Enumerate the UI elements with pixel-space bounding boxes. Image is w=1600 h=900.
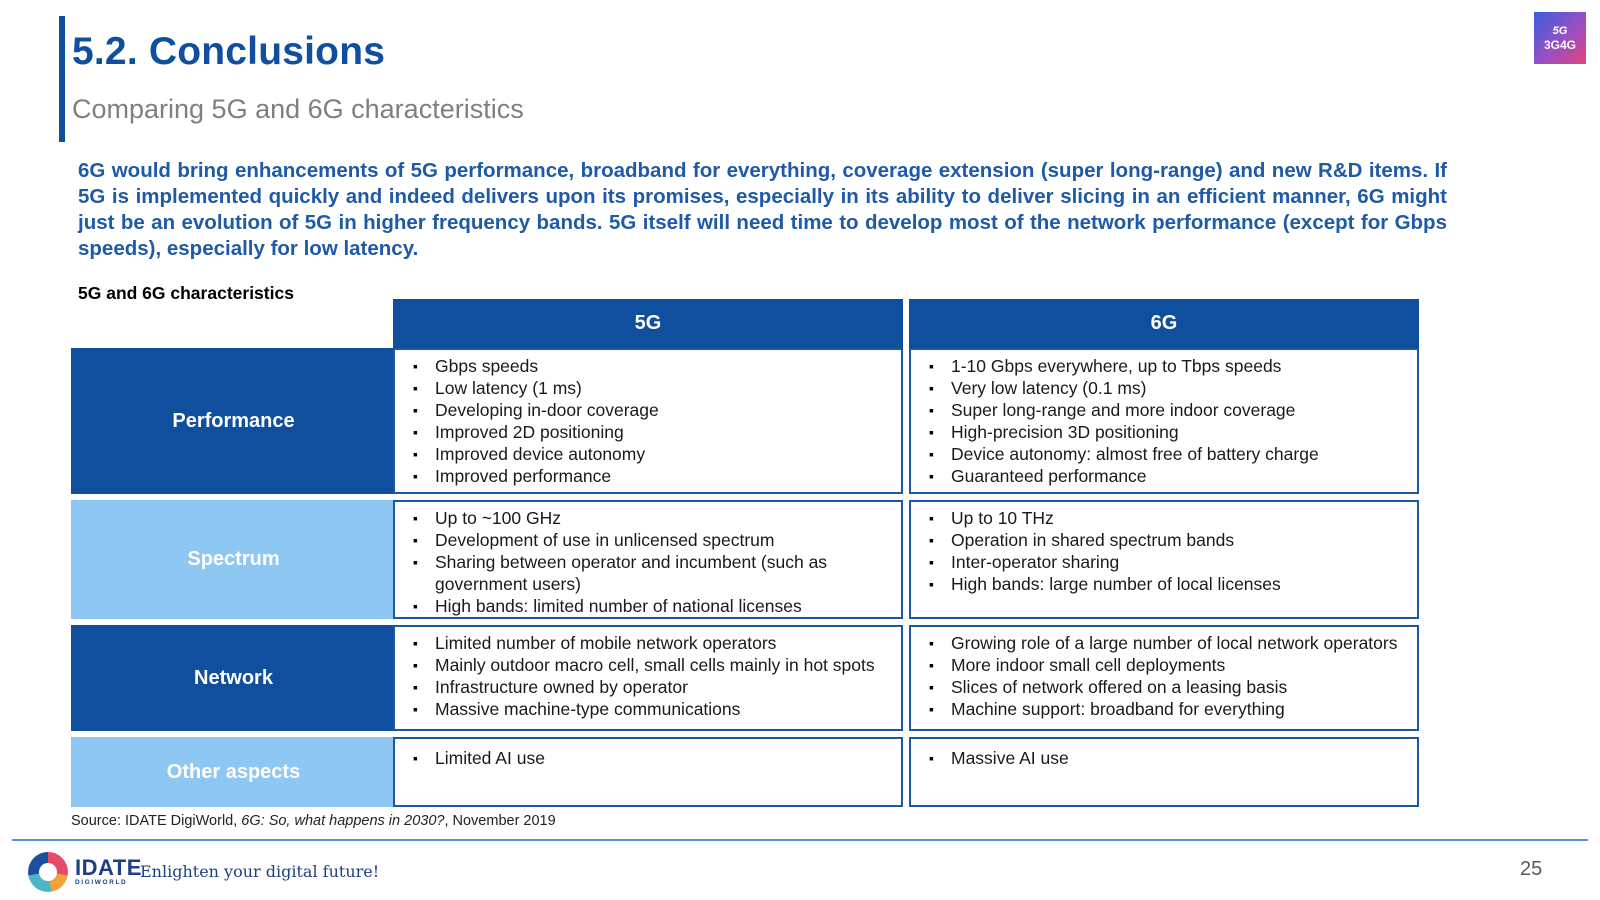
brand-tagline: Enlighten your digital future! bbox=[140, 862, 380, 881]
list-item: ▪ Inter-operator sharing bbox=[925, 551, 1409, 573]
3g4g-logo bbox=[1534, 12, 1586, 64]
list-item: ▪ Development of use in unlicensed spectrum bbox=[409, 529, 893, 551]
column-header-6g: 6G bbox=[909, 299, 1419, 348]
row-header-spectrum: Spectrum bbox=[71, 500, 396, 619]
list-item: ▪ Very low latency (0.1 ms) bbox=[925, 377, 1409, 399]
bullet-list bbox=[409, 747, 893, 769]
list-item: ▪ Device autonomy: almost free of battery charge bbox=[925, 443, 1409, 465]
footer-divider bbox=[12, 839, 1588, 841]
list-item: ▪ Limited number of mobile network operators bbox=[409, 632, 893, 654]
page-number: 25 bbox=[1520, 858, 1543, 880]
cell-5g-performance bbox=[393, 348, 903, 494]
row-header-network: Network bbox=[71, 625, 396, 731]
list-item: ▪ High bands: limited number of national licenses bbox=[409, 595, 893, 617]
cell-6g-other-aspects bbox=[909, 737, 1419, 807]
brand-name: IDATE bbox=[75, 855, 142, 880]
list-item: ▪ Improved performance bbox=[409, 465, 893, 487]
list-item: ▪ Low latency (1 ms) bbox=[409, 377, 893, 399]
title-accent-bar bbox=[59, 16, 65, 142]
list-item: ▪ Up to 10 THz bbox=[925, 507, 1409, 529]
list-item: ▪ Limited AI use bbox=[409, 747, 893, 769]
bullet-list bbox=[925, 355, 1409, 487]
list-item: ▪ Super long-range and more indoor coverage bbox=[925, 399, 1409, 421]
badge-line2: 3G4G bbox=[1543, 37, 1576, 52]
list-item: ▪ Up to ~100 GHz bbox=[409, 507, 893, 529]
cell-6g-performance bbox=[909, 348, 1419, 494]
cell-5g-network bbox=[393, 625, 903, 731]
list-item: ▪ Growing role of a large number of local network operators bbox=[925, 632, 1409, 654]
list-item: ▪ Developing in-door coverage bbox=[409, 399, 893, 421]
list-item: ▪ 1-10 Gbps everywhere, up to Tbps speeds bbox=[925, 355, 1409, 377]
row-header-other-aspects: Other aspects bbox=[71, 737, 396, 807]
bullet-list bbox=[409, 632, 893, 720]
intro-paragraph: 6G would bring enhancements of 5G performance, broadband for everything, coverage extension (super long-range) and new R&D items. If 5G is implemented quickly and indeed delivers upon its promises, especially in its ability to deliver slicing in an efficient manner, 6G might just be an evolution of 5G in higher frequency bands. 5G itself will need time to develop most of the network performance (except for Gbps speeds), especially for low latency. bbox=[78, 159, 1447, 260]
bullet-list bbox=[409, 507, 893, 617]
idate-logo-icon bbox=[28, 852, 68, 892]
column-header-5g: 5G bbox=[393, 299, 903, 348]
list-item: ▪ Massive AI use bbox=[925, 747, 1409, 769]
list-item: ▪ Mainly outdoor macro cell, small cells mainly in hot spots bbox=[409, 654, 893, 676]
list-item: ▪ Infrastructure owned by operator bbox=[409, 676, 893, 698]
list-item: ▪ High bands: large number of local licenses bbox=[925, 573, 1409, 595]
bullet-list bbox=[409, 355, 893, 487]
source-suffix: , November 2019 bbox=[444, 813, 556, 829]
table-caption: 5G and 6G characteristics bbox=[78, 283, 294, 303]
bullet-list bbox=[925, 747, 1409, 769]
list-item: ▪ Gbps speeds bbox=[409, 355, 893, 377]
list-item: ▪ High-precision 3D positioning bbox=[925, 421, 1409, 443]
cell-6g-network bbox=[909, 625, 1419, 731]
cell-5g-spectrum bbox=[393, 500, 903, 619]
list-item: ▪ Improved 2D positioning bbox=[409, 421, 893, 443]
list-item: ▪ Improved device autonomy bbox=[409, 443, 893, 465]
cell-6g-spectrum bbox=[909, 500, 1419, 619]
comparison-table bbox=[71, 299, 1457, 811]
badge-line1: 5G bbox=[1552, 24, 1568, 37]
slide-subtitle: Comparing 5G and 6G characteristics bbox=[72, 94, 524, 124]
source-title: 6G: So, what happens in 2030? bbox=[241, 813, 445, 829]
bullet-list bbox=[925, 507, 1409, 595]
list-item: ▪ Machine support: broadband for everything bbox=[925, 698, 1409, 720]
slide-title: 5.2. Conclusions bbox=[72, 30, 386, 73]
list-item: ▪ Sharing between operator and incumbent (such as government users) bbox=[409, 551, 893, 595]
list-item: ▪ Guaranteed performance bbox=[925, 465, 1409, 487]
list-item: ▪ Slices of network offered on a leasing basis bbox=[925, 676, 1409, 698]
list-item: ▪ More indoor small cell deployments bbox=[925, 654, 1409, 676]
source-prefix: Source: IDATE DigiWorld, bbox=[71, 813, 242, 829]
bullet-list bbox=[925, 632, 1409, 720]
list-item: ▪ Operation in shared spectrum bands bbox=[925, 529, 1409, 551]
brand-subtitle: DIGIWORLD bbox=[75, 879, 128, 886]
row-header-performance: Performance bbox=[71, 348, 396, 494]
cell-5g-other-aspects bbox=[393, 737, 903, 807]
source-citation bbox=[71, 813, 556, 829]
list-item: ▪ Massive machine-type communications bbox=[409, 698, 893, 720]
